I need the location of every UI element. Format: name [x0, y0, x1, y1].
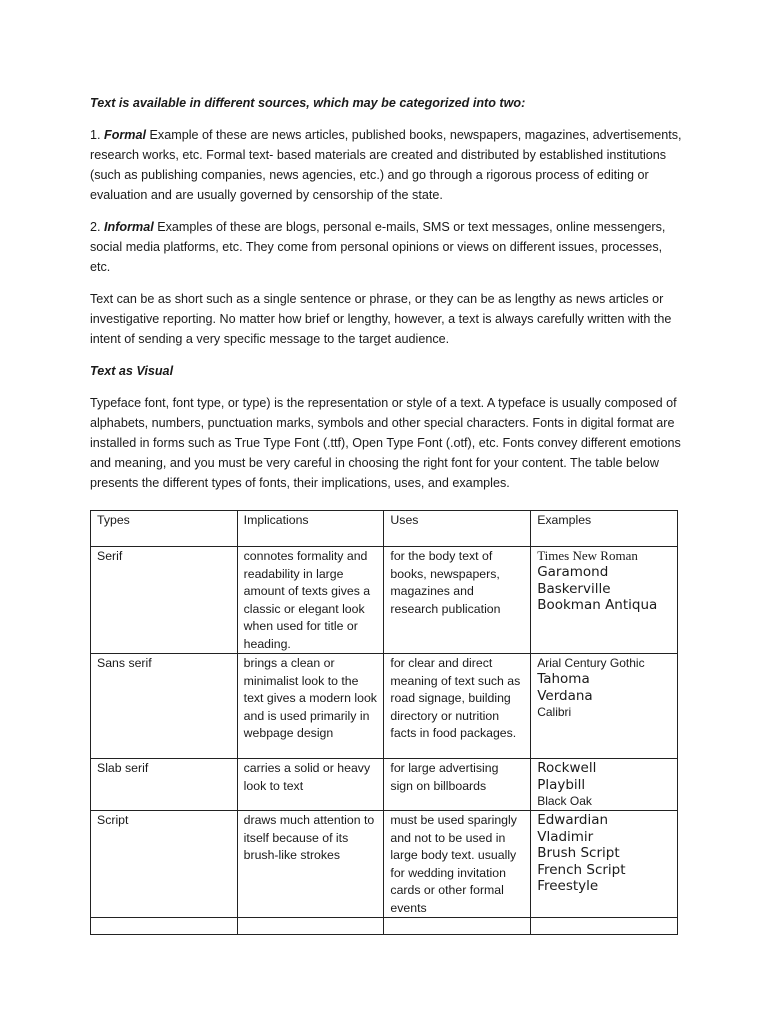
header-cell: Examples	[531, 511, 678, 547]
uses-cell: for the body text of books, newspapers, magazines and research publication	[384, 547, 531, 654]
font-types-table	[90, 510, 678, 935]
example-font: Playbill	[537, 776, 586, 793]
implications-cell: carries a solid or heavy look to text	[237, 759, 384, 811]
table-header-row	[91, 511, 678, 547]
formal-text: Example of these are news articles, published books, newspapers, magazines, advertisements, research works, etc. Formal text- based materials are created and distributed by established institutions (such as publishing companies, news agencies, etc.) and go through a rigorous process of editing or evaluation and are usually governed by censorship of the state.	[90, 128, 682, 202]
example-font: Verdana	[537, 687, 593, 704]
header-cell: Uses	[384, 511, 531, 547]
empty-cell	[237, 918, 384, 935]
example-font: Rockwell	[537, 760, 597, 776]
type-cell: Slab serif	[91, 759, 238, 811]
table-row	[91, 811, 678, 918]
example-font: Edwardian	[537, 812, 609, 828]
uses-cell: for large advertising sign on billboards	[384, 759, 531, 811]
uses-cell: for clear and direct meaning of text such as road signage, building directory or nutrition facts in food packages.	[384, 654, 531, 759]
example-font: Freestyle	[537, 878, 599, 894]
type-cell: Script	[91, 811, 238, 918]
formal-label: Formal	[104, 128, 147, 142]
informal-label: Informal	[104, 220, 154, 234]
header-cell: Implications	[237, 511, 384, 547]
header-cell: Types	[91, 511, 238, 547]
table-row	[91, 759, 678, 811]
empty-cell	[384, 918, 531, 935]
informal-paragraph	[90, 217, 684, 277]
formal-number: 1.	[90, 128, 101, 142]
implications-cell: draws much attention to itself because of its brush-like strokes	[237, 811, 384, 918]
uses-cell: must be used sparingly and not to be used in large body text. usually for wedding invitation cards or other formal events	[384, 811, 531, 918]
example-font: Tahoma	[537, 671, 590, 687]
example-font: French Script	[537, 861, 626, 878]
example-font: Baskerville	[537, 580, 611, 597]
example-font: Arial Century Gothic	[537, 656, 645, 670]
empty-cell	[531, 918, 678, 935]
examples-cell	[531, 759, 678, 811]
example-font: Calibri	[537, 705, 572, 719]
visual-paragraph: Typeface font, font type, or type) is the representation or style of a text. A typeface is usually composed of alphabets, numbers, punctuation marks, symbols and other special characters. Fonts in digital format are installed in forms such as True Type Font (.ttf), Open Type Font (.otf), etc. Fonts convey different emotions and meaning, and you must be very careful in choosing the right font for your content. The table below presents the different types of fonts, their implications, uses, and examples.	[90, 396, 681, 490]
table-row	[91, 547, 678, 654]
implications-cell: brings a clean or minimalist look to the text gives a modern look and is used primarily in webpage design	[237, 654, 384, 759]
examples-cell	[531, 811, 678, 918]
type-cell: Sans serif	[91, 654, 238, 759]
document-body	[90, 93, 684, 493]
visual-heading: Text as Visual	[90, 364, 174, 378]
implications-cell: connotes formality and readability in large amount of texts gives a classic or elegant look when used for title or heading.	[237, 547, 384, 654]
table-empty-row	[91, 918, 678, 935]
example-font: Times New Roman	[537, 548, 638, 563]
table-row	[91, 654, 678, 759]
intro-heading: Text is available in different sources, which may be categorized into two:	[90, 96, 526, 110]
examples-cell	[531, 654, 678, 759]
type-cell: Serif	[91, 547, 238, 654]
length-paragraph: Text can be as short such as a single sentence or phrase, or they can be as lengthy as news articles or investigative reporting. No matter how brief or lengthy, however, a text is always carefully written with the intent of sending a very specific message to the target audience.	[90, 292, 672, 346]
example-font: Garamond	[537, 564, 609, 580]
empty-cell	[91, 918, 238, 935]
example-font: Bookman Antiqua	[537, 597, 658, 613]
example-font: Black Oak	[537, 794, 592, 808]
informal-number: 2.	[90, 220, 101, 234]
informal-text: Examples of these are blogs, personal e-mails, SMS or text messages, online messengers, social media platforms, etc. They come from personal opinions or views on different issues, processes, etc.	[90, 220, 666, 274]
formal-paragraph	[90, 125, 684, 205]
example-font: Vladimir	[537, 828, 594, 845]
example-font: Brush Script	[537, 845, 620, 861]
examples-cell	[531, 547, 678, 654]
